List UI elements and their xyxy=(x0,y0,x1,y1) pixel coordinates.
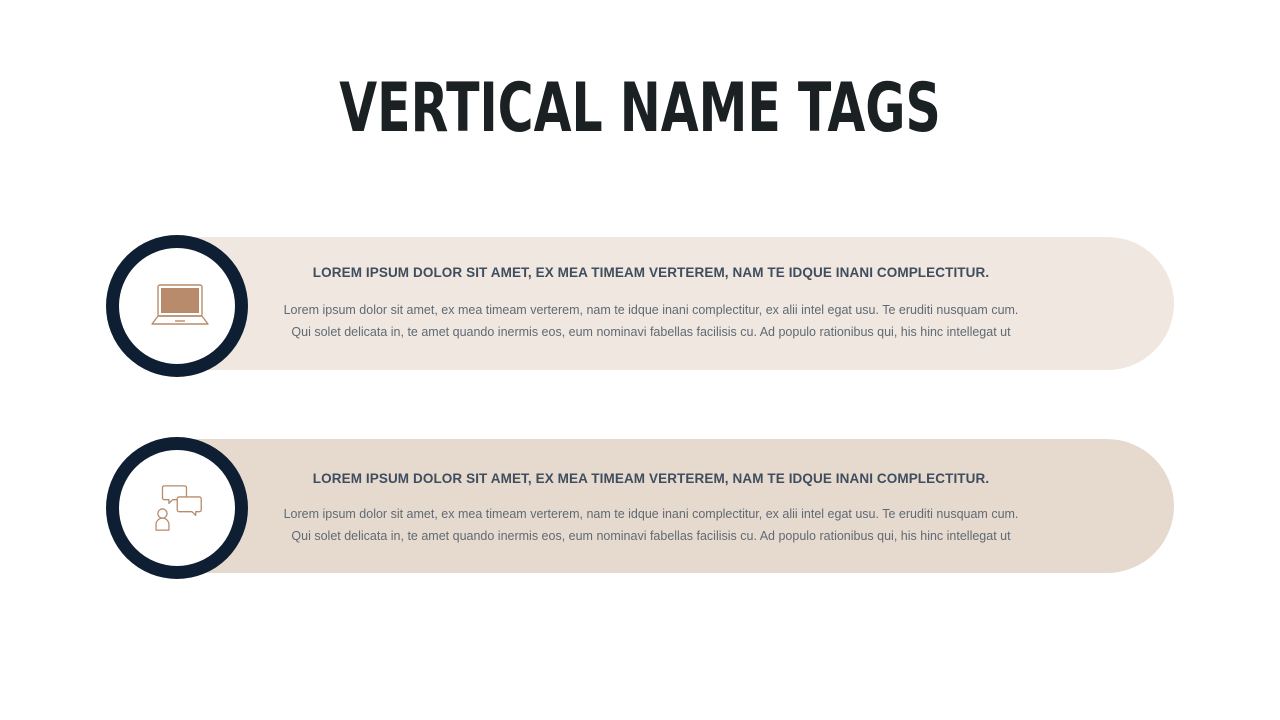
chat-person-icon xyxy=(151,484,209,532)
tag-heading: LOREM IPSUM DOLOR SIT AMET, EX MEA TIMEAM VERTEREM, NAM TE IDQUE INANI COMPLECTITUR. xyxy=(312,471,990,486)
name-tag-2 xyxy=(106,437,1174,579)
tag-heading: LOREM IPSUM DOLOR SIT AMET, EX MEA TIMEAM VERTEREM, NAM TE IDQUE INANI COMPLECTITUR. xyxy=(312,265,990,280)
name-tag-1 xyxy=(106,235,1174,377)
tag-body: Lorem ipsum dolor sit amet, ex mea timeam verterem, nam te idque inani complectitur, ex alii intel egat usu. Te eruditi nusquam cum. Qui solet delicata in, te amet quando inermis eos, eum nominavi fabellas facilisis cu. Ad populo rationibus qui, his hinc intellegat ut xyxy=(283,507,1019,543)
tag-body: Lorem ipsum dolor sit amet, ex mea timeam verterem, nam te idque inani complectitur, ex alii intel egat usu. Te eruditi nusquam cum. Qui solet delicata in, te amet quando inermis eos, eum nominavi fabellas facilisis cu. Ad populo rationibus qui, his hinc intellegat ut xyxy=(283,303,1019,339)
slide-title: VERTICAL NAME TAGS xyxy=(339,69,941,148)
laptop-icon xyxy=(151,282,209,330)
